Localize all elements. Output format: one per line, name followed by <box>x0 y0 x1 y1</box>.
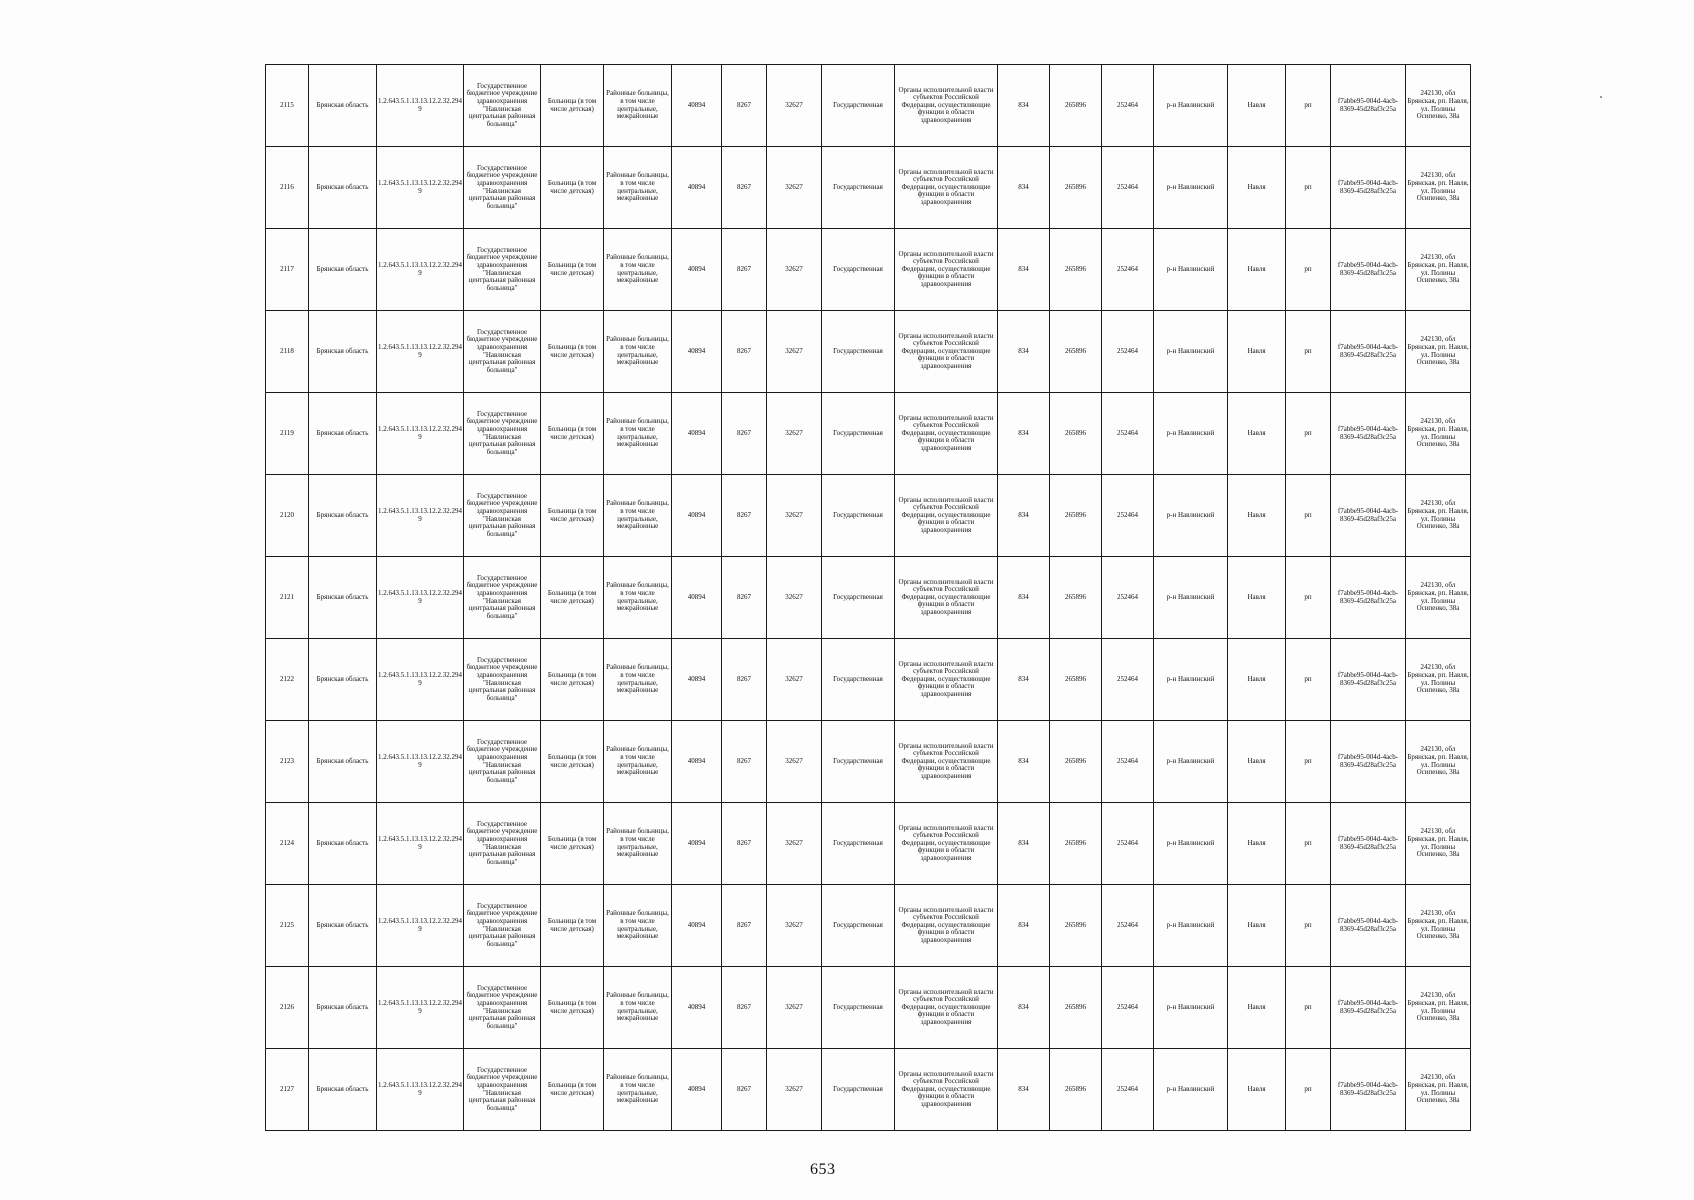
value-cell-6: 252464 <box>1102 557 1154 639</box>
value-cell-3: 32627 <box>767 885 822 967</box>
value-cell-6: 252464 <box>1102 65 1154 147</box>
value-cell-5: 265896 <box>1050 311 1102 393</box>
region-cell: Брянская область <box>309 557 377 639</box>
value-cell-2: 8267 <box>722 393 767 475</box>
locality-cell: Навля <box>1228 311 1286 393</box>
table-row <box>266 557 1471 639</box>
value-cell-5: 265896 <box>1050 803 1102 885</box>
value-cell-6: 252464 <box>1102 639 1154 721</box>
organization-name-cell: Государственное бюджетное учреждение здравоохранения "Навлинская центральная районная больница" <box>464 557 541 639</box>
table-row <box>266 721 1471 803</box>
facility-type-cell: Больница (в том числе детская) <box>541 311 604 393</box>
value-cell-1: 40894 <box>672 967 722 1049</box>
value-cell-3: 32627 <box>767 229 822 311</box>
locality-type-cell: рп <box>1286 885 1331 967</box>
value-cell-2: 8267 <box>722 639 767 721</box>
value-cell-1: 40894 <box>672 721 722 803</box>
registry-table <box>265 64 1471 1131</box>
value-cell-4: 834 <box>998 967 1050 1049</box>
locality-cell: Навля <box>1228 1049 1286 1131</box>
facility-kind-cell: Районные больницы, в том числе центральные, межрайонные <box>604 229 672 311</box>
region-cell: Брянская область <box>309 147 377 229</box>
facility-kind-cell: Районные больницы, в том числе центральные, межрайонные <box>604 311 672 393</box>
table-row <box>266 65 1471 147</box>
value-cell-2: 8267 <box>722 65 767 147</box>
value-cell-2: 8267 <box>722 229 767 311</box>
address-cell: 242130, обл Брянская, рп. Навля, ул. Полины Осипенко, 38а <box>1406 721 1471 803</box>
ownership-cell: Государственная <box>822 639 895 721</box>
facility-type-cell: Больница (в том числе детская) <box>541 967 604 1049</box>
value-cell-1: 40894 <box>672 147 722 229</box>
table-row <box>266 803 1471 885</box>
value-cell-1: 40894 <box>672 803 722 885</box>
value-cell-3: 32627 <box>767 475 822 557</box>
value-cell-5: 265896 <box>1050 967 1102 1049</box>
value-cell-3: 32627 <box>767 147 822 229</box>
fias-guid-cell: f7abbe95-004d-4acb-8369-45d28af3c25a <box>1331 311 1406 393</box>
fias-guid-cell: f7abbe95-004d-4acb-8369-45d28af3c25a <box>1331 639 1406 721</box>
row-number: 2116 <box>266 147 309 229</box>
value-cell-4: 834 <box>998 557 1050 639</box>
table-row <box>266 885 1471 967</box>
locality-type-cell: рп <box>1286 65 1331 147</box>
locality-cell: Навля <box>1228 885 1286 967</box>
facility-kind-cell: Районные больницы, в том числе центральные, межрайонные <box>604 557 672 639</box>
ownership-cell: Государственная <box>822 803 895 885</box>
ownership-cell: Государственная <box>822 65 895 147</box>
value-cell-4: 834 <box>998 803 1050 885</box>
row-number: 2118 <box>266 311 309 393</box>
value-cell-2: 8267 <box>722 885 767 967</box>
address-cell: 242130, обл Брянская, рп. Навля, ул. Полины Осипенко, 38а <box>1406 147 1471 229</box>
organization-name-cell: Государственное бюджетное учреждение здравоохранения "Навлинская центральная районная больница" <box>464 311 541 393</box>
authority-cell: Органы исполнительной власти субъектов Российской Федерации, осуществляющие функции в области здравоохранения <box>895 393 998 475</box>
address-cell: 242130, обл Брянская, рп. Навля, ул. Полины Осипенко, 38а <box>1406 967 1471 1049</box>
oid-code-cell: 1.2.643.5.1.13.13.12.2.32.294 9 <box>377 311 464 393</box>
value-cell-1: 40894 <box>672 557 722 639</box>
table-row <box>266 1049 1471 1131</box>
facility-type-cell: Больница (в том числе детская) <box>541 721 604 803</box>
address-cell: 242130, обл Брянская, рп. Навля, ул. Полины Осипенко, 38а <box>1406 229 1471 311</box>
facility-type-cell: Больница (в том числе детская) <box>541 475 604 557</box>
fias-guid-cell: f7abbe95-004d-4acb-8369-45d28af3c25a <box>1331 557 1406 639</box>
authority-cell: Органы исполнительной власти субъектов Российской Федерации, осуществляющие функции в области здравоохранения <box>895 311 998 393</box>
value-cell-2: 8267 <box>722 967 767 1049</box>
table-row <box>266 639 1471 721</box>
row-number: 2121 <box>266 557 309 639</box>
fias-guid-cell: f7abbe95-004d-4acb-8369-45d28af3c25a <box>1331 475 1406 557</box>
address-cell: 242130, обл Брянская, рп. Навля, ул. Полины Осипенко, 38а <box>1406 557 1471 639</box>
locality-cell: Навля <box>1228 721 1286 803</box>
locality-type-cell: рп <box>1286 967 1331 1049</box>
ownership-cell: Государственная <box>822 885 895 967</box>
fias-guid-cell: f7abbe95-004d-4acb-8369-45d28af3c25a <box>1331 393 1406 475</box>
authority-cell: Органы исполнительной власти субъектов Российской Федерации, осуществляющие функции в области здравоохранения <box>895 557 998 639</box>
value-cell-2: 8267 <box>722 803 767 885</box>
organization-name-cell: Государственное бюджетное учреждение здравоохранения "Навлинская центральная районная больница" <box>464 803 541 885</box>
value-cell-6: 252464 <box>1102 967 1154 1049</box>
value-cell-3: 32627 <box>767 639 822 721</box>
facility-type-cell: Больница (в том числе детская) <box>541 229 604 311</box>
locality-type-cell: рп <box>1286 639 1331 721</box>
district-cell: р-н Навлинский <box>1154 393 1228 475</box>
region-cell: Брянская область <box>309 229 377 311</box>
table-row <box>266 475 1471 557</box>
value-cell-2: 8267 <box>722 147 767 229</box>
facility-kind-cell: Районные больницы, в том числе центральные, межрайонные <box>604 967 672 1049</box>
region-cell: Брянская область <box>309 65 377 147</box>
value-cell-4: 834 <box>998 311 1050 393</box>
region-cell: Брянская область <box>309 885 377 967</box>
address-cell: 242130, обл Брянская, рп. Навля, ул. Полины Осипенко, 38а <box>1406 311 1471 393</box>
facility-type-cell: Больница (в том числе детская) <box>541 65 604 147</box>
registry-table-body <box>266 65 1471 1131</box>
locality-type-cell: рп <box>1286 229 1331 311</box>
locality-type-cell: рп <box>1286 721 1331 803</box>
address-cell: 242130, обл Брянская, рп. Навля, ул. Полины Осипенко, 38а <box>1406 639 1471 721</box>
authority-cell: Органы исполнительной власти субъектов Российской Федерации, осуществляющие функции в области здравоохранения <box>895 639 998 721</box>
locality-type-cell: рп <box>1286 475 1331 557</box>
organization-name-cell: Государственное бюджетное учреждение здравоохранения "Навлинская центральная районная больница" <box>464 229 541 311</box>
value-cell-6: 252464 <box>1102 229 1154 311</box>
value-cell-1: 40894 <box>672 311 722 393</box>
fias-guid-cell: f7abbe95-004d-4acb-8369-45d28af3c25a <box>1331 229 1406 311</box>
region-cell: Брянская область <box>309 393 377 475</box>
organization-name-cell: Государственное бюджетное учреждение здравоохранения "Навлинская центральная районная больница" <box>464 475 541 557</box>
oid-code-cell: 1.2.643.5.1.13.13.12.2.32.294 9 <box>377 967 464 1049</box>
district-cell: р-н Навлинский <box>1154 475 1228 557</box>
value-cell-3: 32627 <box>767 393 822 475</box>
locality-cell: Навля <box>1228 65 1286 147</box>
oid-code-cell: 1.2.643.5.1.13.13.12.2.32.294 9 <box>377 229 464 311</box>
address-cell: 242130, обл Брянская, рп. Навля, ул. Полины Осипенко, 38а <box>1406 475 1471 557</box>
region-cell: Брянская область <box>309 721 377 803</box>
value-cell-4: 834 <box>998 475 1050 557</box>
organization-name-cell: Государственное бюджетное учреждение здравоохранения "Навлинская центральная районная больница" <box>464 721 541 803</box>
district-cell: р-н Навлинский <box>1154 65 1228 147</box>
value-cell-2: 8267 <box>722 1049 767 1131</box>
region-cell: Брянская область <box>309 1049 377 1131</box>
value-cell-6: 252464 <box>1102 721 1154 803</box>
facility-kind-cell: Районные больницы, в том числе центральные, межрайонные <box>604 1049 672 1131</box>
district-cell: р-н Навлинский <box>1154 557 1228 639</box>
oid-code-cell: 1.2.643.5.1.13.13.12.2.32.294 9 <box>377 721 464 803</box>
locality-type-cell: рп <box>1286 803 1331 885</box>
facility-kind-cell: Районные больницы, в том числе центральные, межрайонные <box>604 475 672 557</box>
value-cell-2: 8267 <box>722 721 767 803</box>
table-row <box>266 311 1471 393</box>
value-cell-4: 834 <box>998 393 1050 475</box>
fias-guid-cell: f7abbe95-004d-4acb-8369-45d28af3c25a <box>1331 65 1406 147</box>
facility-kind-cell: Районные больницы, в том числе центральные, межрайонные <box>604 639 672 721</box>
authority-cell: Органы исполнительной власти субъектов Российской Федерации, осуществляющие функции в области здравоохранения <box>895 147 998 229</box>
value-cell-2: 8267 <box>722 557 767 639</box>
fias-guid-cell: f7abbe95-004d-4acb-8369-45d28af3c25a <box>1331 1049 1406 1131</box>
value-cell-2: 8267 <box>722 311 767 393</box>
fias-guid-cell: f7abbe95-004d-4acb-8369-45d28af3c25a <box>1331 721 1406 803</box>
value-cell-6: 252464 <box>1102 475 1154 557</box>
district-cell: р-н Навлинский <box>1154 311 1228 393</box>
value-cell-4: 834 <box>998 147 1050 229</box>
ownership-cell: Государственная <box>822 147 895 229</box>
facility-type-cell: Больница (в том числе детская) <box>541 557 604 639</box>
row-number: 2124 <box>266 803 309 885</box>
facility-type-cell: Больница (в том числе детская) <box>541 885 604 967</box>
region-cell: Брянская область <box>309 311 377 393</box>
fias-guid-cell: f7abbe95-004d-4acb-8369-45d28af3c25a <box>1331 885 1406 967</box>
value-cell-1: 40894 <box>672 475 722 557</box>
row-number: 2127 <box>266 1049 309 1131</box>
authority-cell: Органы исполнительной власти субъектов Российской Федерации, осуществляющие функции в области здравоохранения <box>895 65 998 147</box>
authority-cell: Органы исполнительной власти субъектов Российской Федерации, осуществляющие функции в области здравоохранения <box>895 803 998 885</box>
district-cell: р-н Навлинский <box>1154 967 1228 1049</box>
value-cell-5: 265896 <box>1050 65 1102 147</box>
authority-cell: Органы исполнительной власти субъектов Российской Федерации, осуществляющие функции в области здравоохранения <box>895 967 998 1049</box>
district-cell: р-н Навлинский <box>1154 1049 1228 1131</box>
address-cell: 242130, обл Брянская, рп. Навля, ул. Полины Осипенко, 38а <box>1406 393 1471 475</box>
locality-cell: Навля <box>1228 557 1286 639</box>
row-number: 2125 <box>266 885 309 967</box>
fias-guid-cell: f7abbe95-004d-4acb-8369-45d28af3c25a <box>1331 147 1406 229</box>
value-cell-6: 252464 <box>1102 803 1154 885</box>
facility-type-cell: Больница (в том числе детская) <box>541 1049 604 1131</box>
locality-cell: Навля <box>1228 229 1286 311</box>
oid-code-cell: 1.2.643.5.1.13.13.12.2.32.294 9 <box>377 803 464 885</box>
row-number: 2119 <box>266 393 309 475</box>
table-row <box>266 967 1471 1049</box>
value-cell-3: 32627 <box>767 557 822 639</box>
value-cell-3: 32627 <box>767 967 822 1049</box>
locality-cell: Навля <box>1228 803 1286 885</box>
table-row <box>266 393 1471 475</box>
locality-cell: Навля <box>1228 393 1286 475</box>
fias-guid-cell: f7abbe95-004d-4acb-8369-45d28af3c25a <box>1331 967 1406 1049</box>
ownership-cell: Государственная <box>822 311 895 393</box>
ownership-cell: Государственная <box>822 967 895 1049</box>
value-cell-5: 265896 <box>1050 557 1102 639</box>
authority-cell: Органы исполнительной власти субъектов Российской Федерации, осуществляющие функции в области здравоохранения <box>895 229 998 311</box>
value-cell-3: 32627 <box>767 65 822 147</box>
value-cell-6: 252464 <box>1102 311 1154 393</box>
page-number: 653 <box>810 1161 836 1178</box>
organization-name-cell: Государственное бюджетное учреждение здравоохранения "Навлинская центральная районная больница" <box>464 147 541 229</box>
fias-guid-cell: f7abbe95-004d-4acb-8369-45d28af3c25a <box>1331 803 1406 885</box>
row-number: 2126 <box>266 967 309 1049</box>
locality-cell: Навля <box>1228 967 1286 1049</box>
value-cell-5: 265896 <box>1050 393 1102 475</box>
organization-name-cell: Государственное бюджетное учреждение здравоохранения "Навлинская центральная районная больница" <box>464 393 541 475</box>
value-cell-6: 252464 <box>1102 1049 1154 1131</box>
value-cell-1: 40894 <box>672 639 722 721</box>
value-cell-5: 265896 <box>1050 639 1102 721</box>
locality-type-cell: рп <box>1286 311 1331 393</box>
value-cell-5: 265896 <box>1050 885 1102 967</box>
value-cell-1: 40894 <box>672 65 722 147</box>
value-cell-1: 40894 <box>672 885 722 967</box>
district-cell: р-н Навлинский <box>1154 721 1228 803</box>
locality-cell: Навля <box>1228 475 1286 557</box>
locality-cell: Навля <box>1228 639 1286 721</box>
facility-type-cell: Больница (в том числе детская) <box>541 803 604 885</box>
value-cell-6: 252464 <box>1102 393 1154 475</box>
value-cell-4: 834 <box>998 639 1050 721</box>
value-cell-3: 32627 <box>767 803 822 885</box>
district-cell: р-н Навлинский <box>1154 229 1228 311</box>
district-cell: р-н Навлинский <box>1154 639 1228 721</box>
facility-type-cell: Больница (в том числе детская) <box>541 147 604 229</box>
authority-cell: Органы исполнительной власти субъектов Российской Федерации, осуществляющие функции в области здравоохранения <box>895 721 998 803</box>
locality-cell: Навля <box>1228 147 1286 229</box>
oid-code-cell: 1.2.643.5.1.13.13.12.2.32.294 9 <box>377 1049 464 1131</box>
row-number: 2122 <box>266 639 309 721</box>
ownership-cell: Государственная <box>822 557 895 639</box>
row-number: 2120 <box>266 475 309 557</box>
value-cell-6: 252464 <box>1102 885 1154 967</box>
row-number: 2123 <box>266 721 309 803</box>
district-cell: р-н Навлинский <box>1154 803 1228 885</box>
ownership-cell: Государственная <box>822 1049 895 1131</box>
value-cell-4: 834 <box>998 229 1050 311</box>
region-cell: Брянская область <box>309 475 377 557</box>
ownership-cell: Государственная <box>822 475 895 557</box>
facility-kind-cell: Районные больницы, в том числе центральные, межрайонные <box>604 885 672 967</box>
locality-type-cell: рп <box>1286 393 1331 475</box>
row-number: 2117 <box>266 229 309 311</box>
region-cell: Брянская область <box>309 803 377 885</box>
ownership-cell: Государственная <box>822 229 895 311</box>
facility-kind-cell: Районные больницы, в том числе центральные, межрайонные <box>604 803 672 885</box>
value-cell-6: 252464 <box>1102 147 1154 229</box>
value-cell-1: 40894 <box>672 393 722 475</box>
oid-code-cell: 1.2.643.5.1.13.13.12.2.32.294 9 <box>377 475 464 557</box>
organization-name-cell: Государственное бюджетное учреждение здравоохранения "Навлинская центральная районная больница" <box>464 639 541 721</box>
authority-cell: Органы исполнительной власти субъектов Российской Федерации, осуществляющие функции в области здравоохранения <box>895 475 998 557</box>
value-cell-5: 265896 <box>1050 1049 1102 1131</box>
facility-type-cell: Больница (в том числе детская) <box>541 639 604 721</box>
value-cell-5: 265896 <box>1050 229 1102 311</box>
authority-cell: Органы исполнительной власти субъектов Российской Федерации, осуществляющие функции в области здравоохранения <box>895 1049 998 1131</box>
oid-code-cell: 1.2.643.5.1.13.13.12.2.32.294 9 <box>377 639 464 721</box>
region-cell: Брянская область <box>309 639 377 721</box>
oid-code-cell: 1.2.643.5.1.13.13.12.2.32.294 9 <box>377 147 464 229</box>
address-cell: 242130, обл Брянская, рп. Навля, ул. Полины Осипенко, 38а <box>1406 65 1471 147</box>
locality-type-cell: рп <box>1286 147 1331 229</box>
oid-code-cell: 1.2.643.5.1.13.13.12.2.32.294 9 <box>377 557 464 639</box>
value-cell-1: 40894 <box>672 229 722 311</box>
table-row <box>266 229 1471 311</box>
facility-kind-cell: Районные больницы, в том числе центральные, межрайонные <box>604 721 672 803</box>
address-cell: 242130, обл Брянская, рп. Навля, ул. Полины Осипенко, 38а <box>1406 803 1471 885</box>
organization-name-cell: Государственное бюджетное учреждение здравоохранения "Навлинская центральная районная больница" <box>464 1049 541 1131</box>
row-number: 2115 <box>266 65 309 147</box>
value-cell-3: 32627 <box>767 721 822 803</box>
facility-type-cell: Больница (в том числе детская) <box>541 393 604 475</box>
facility-kind-cell: Районные больницы, в том числе центральные, межрайонные <box>604 147 672 229</box>
value-cell-4: 834 <box>998 1049 1050 1131</box>
value-cell-5: 265896 <box>1050 475 1102 557</box>
value-cell-2: 8267 <box>722 475 767 557</box>
organization-name-cell: Государственное бюджетное учреждение здравоохранения "Навлинская центральная районная больница" <box>464 885 541 967</box>
address-cell: 242130, обл Брянская, рп. Навля, ул. Полины Осипенко, 38а <box>1406 1049 1471 1131</box>
scan-speck <box>1600 96 1602 98</box>
organization-name-cell: Государственное бюджетное учреждение здравоохранения "Навлинская центральная районная больница" <box>464 967 541 1049</box>
facility-kind-cell: Районные больницы, в том числе центральные, межрайонные <box>604 65 672 147</box>
value-cell-3: 32627 <box>767 1049 822 1131</box>
district-cell: р-н Навлинский <box>1154 885 1228 967</box>
locality-type-cell: рп <box>1286 1049 1331 1131</box>
oid-code-cell: 1.2.643.5.1.13.13.12.2.32.294 9 <box>377 65 464 147</box>
value-cell-5: 265896 <box>1050 721 1102 803</box>
value-cell-4: 834 <box>998 65 1050 147</box>
table-row <box>266 147 1471 229</box>
oid-code-cell: 1.2.643.5.1.13.13.12.2.32.294 9 <box>377 393 464 475</box>
value-cell-1: 40894 <box>672 1049 722 1131</box>
ownership-cell: Государственная <box>822 393 895 475</box>
facility-kind-cell: Районные больницы, в том числе центральные, межрайонные <box>604 393 672 475</box>
value-cell-4: 834 <box>998 721 1050 803</box>
value-cell-3: 32627 <box>767 311 822 393</box>
organization-name-cell: Государственное бюджетное учреждение здравоохранения "Навлинская центральная районная больница" <box>464 65 541 147</box>
authority-cell: Органы исполнительной власти субъектов Российской Федерации, осуществляющие функции в области здравоохранения <box>895 885 998 967</box>
ownership-cell: Государственная <box>822 721 895 803</box>
value-cell-5: 265896 <box>1050 147 1102 229</box>
locality-type-cell: рп <box>1286 557 1331 639</box>
region-cell: Брянская область <box>309 967 377 1049</box>
value-cell-4: 834 <box>998 885 1050 967</box>
address-cell: 242130, обл Брянская, рп. Навля, ул. Полины Осипенко, 38а <box>1406 885 1471 967</box>
district-cell: р-н Навлинский <box>1154 147 1228 229</box>
oid-code-cell: 1.2.643.5.1.13.13.12.2.32.294 9 <box>377 885 464 967</box>
